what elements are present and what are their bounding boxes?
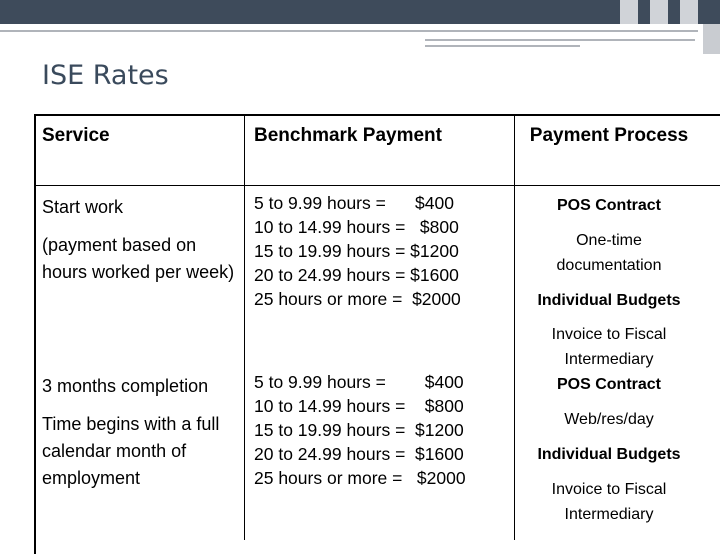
process-documentation: One-time documentation [556, 232, 662, 274]
header-benchmark: Benchmark Payment [254, 125, 442, 146]
process-invoice: Invoice to Fiscal Intermediary [551, 326, 667, 368]
rate-line: 25 hours or more = $2000 [254, 289, 461, 309]
service-name: 3 months completion [42, 376, 209, 396]
divider [0, 30, 698, 32]
rate-line: 25 hours or more = $2000 [254, 468, 466, 488]
banner-accent [680, 0, 698, 24]
top-banner [0, 0, 720, 24]
page-title: ISE Rates [42, 60, 169, 91]
banner-accent [620, 0, 638, 24]
process-individual-budgets: Individual Budgets [537, 446, 681, 463]
divider [425, 45, 580, 47]
service-note: Time begins with a full calendar month of employment [42, 414, 220, 488]
rate-line: 10 to 14.99 hours = $800 [254, 217, 459, 237]
rate-line: 20 to 24.99 hours = $1600 [254, 265, 459, 285]
rate-line: 5 to 9.99 hours = $400 [254, 193, 454, 213]
service-note: (payment based on hours worked per week) [42, 235, 235, 282]
process-pos-contract: POS Contract [556, 197, 661, 214]
rate-line: 5 to 9.99 hours = $400 [254, 372, 464, 392]
header-service: Service [42, 125, 110, 146]
corner-accent [703, 24, 720, 54]
process-invoice: Invoice to Fiscal Intermediary [551, 481, 667, 523]
rate-line: 20 to 24.99 hours = $1600 [254, 444, 464, 464]
service-name: Start work [42, 197, 124, 217]
banner-accent [650, 0, 668, 24]
column-divider [244, 114, 245, 540]
divider [425, 39, 695, 41]
header-payment-process: Payment Process [529, 125, 689, 146]
row-divider [34, 185, 720, 186]
process-pos-contract: POS Contract [556, 376, 661, 393]
rate-line: 15 to 19.99 hours = $1200 [254, 241, 459, 261]
process-web-res-day: Web/res/day [564, 411, 654, 428]
process-individual-budgets: Individual Budgets [537, 292, 681, 309]
column-divider [514, 114, 515, 540]
rate-list [254, 370, 466, 490]
rate-line: 15 to 19.99 hours = $1200 [254, 420, 464, 440]
rate-list [254, 191, 461, 311]
rate-line: 10 to 14.99 hours = $800 [254, 396, 464, 416]
